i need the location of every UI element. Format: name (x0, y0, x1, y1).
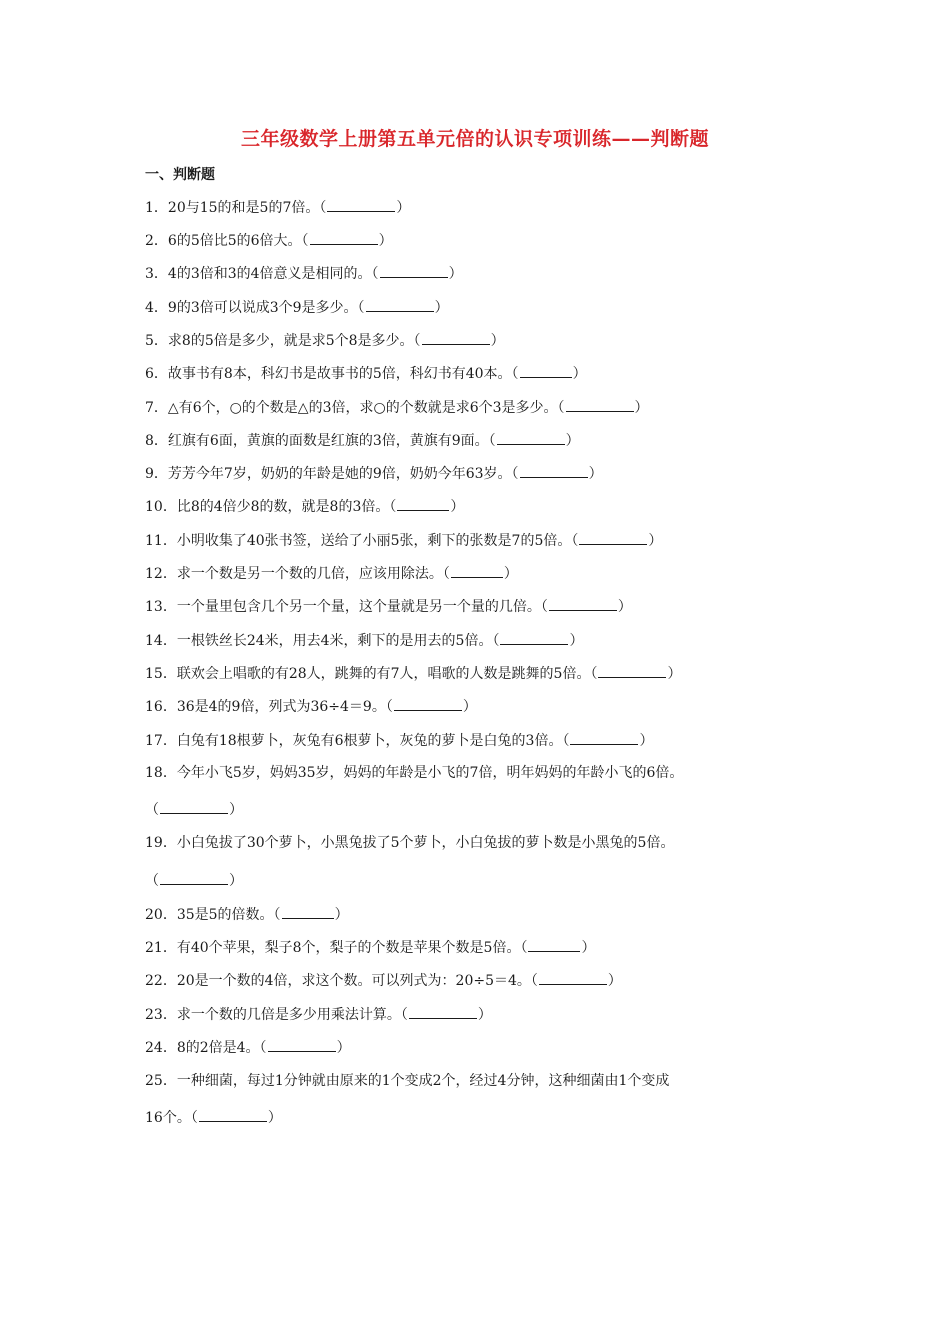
question-2: 2．6的5倍比5的6倍大。（ ） (145, 230, 805, 251)
question-8: 8．红旗有6面，黄旗的面数是红旗的3倍，黄旗有9面。（ ） (145, 430, 805, 451)
question-19-answer: （ ） (145, 870, 805, 891)
answer-blank[interactable] (422, 330, 490, 345)
answer-blank[interactable] (310, 230, 378, 245)
answer-blank[interactable] (579, 530, 647, 545)
question-18-answer: （ ） (145, 799, 805, 820)
question-6: 6．故事书有8本，科幻书是故事书的5倍，科幻书有40本。（ ） (145, 363, 805, 384)
answer-blank[interactable] (497, 430, 565, 445)
question-13: 13．一个量里包含几个另一个量，这个量就是另一个量的几倍。（ ） (145, 596, 805, 617)
answer-blank[interactable] (327, 197, 395, 212)
question-21: 21．有40个苹果，梨子8个，梨子的个数是苹果个数是5倍。（ ） (145, 937, 805, 958)
answer-blank[interactable] (380, 263, 448, 278)
answer-blank[interactable] (397, 496, 449, 511)
question-5: 5．求8的5倍是多少，就是求5个8是多少。（ ） (145, 330, 805, 351)
question-4: 4．9的3倍可以说成3个9是多少。（ ） (145, 297, 805, 318)
answer-blank[interactable] (409, 1004, 477, 1019)
answer-blank[interactable] (528, 937, 580, 952)
section-heading: 一、判断题 (145, 167, 215, 183)
answer-blank[interactable] (268, 1037, 336, 1052)
question-25-line2: 16个。（ ） (145, 1107, 805, 1128)
answer-blank[interactable] (394, 696, 462, 711)
question-20: 20．35是5的倍数。（ ） (145, 904, 805, 925)
answer-blank[interactable] (549, 596, 617, 611)
question-12: 12．求一个数是另一个数的几倍，应该用除法。（ ） (145, 563, 805, 584)
answer-blank[interactable] (500, 630, 568, 645)
answer-blank[interactable] (566, 397, 634, 412)
answer-blank[interactable] (520, 363, 572, 378)
question-1: 1．20与15的和是5的7倍。（ ） (145, 197, 805, 218)
question-11: 11．小明收集了40张书签，送给了小丽5张，剩下的张数是7的5倍。（ ） (145, 530, 805, 551)
question-9: 9．芳芳今年7岁，奶奶的年龄是她的9倍，奶奶今年63岁。（ ） (145, 463, 805, 484)
answer-blank[interactable] (160, 799, 228, 814)
question-23: 23．求一个数的几倍是多少用乘法计算。（ ） (145, 1004, 805, 1025)
question-25: 25．一种细菌，每过1分钟就由原来的1个变成2个，经过4分钟，这种细菌由1个变成 (145, 1073, 670, 1089)
answer-blank[interactable] (598, 663, 666, 678)
question-19: 19．小白兔拔了30个萝卜，小黑兔拔了5个萝卜，小白兔拔的萝卜数是小黑兔的5倍。 (145, 835, 675, 851)
answer-blank[interactable] (160, 870, 228, 885)
question-14: 14．一根铁丝长24米，用去4米，剩下的是用去的5倍。（ ） (145, 630, 805, 651)
answer-blank[interactable] (570, 730, 638, 745)
question-15: 15．联欢会上唱歌的有28人，跳舞的有7人，唱歌的人数是跳舞的5倍。（ ） (145, 663, 805, 684)
answer-blank[interactable] (199, 1107, 267, 1122)
answer-blank[interactable] (282, 904, 334, 919)
question-3: 3．4的3倍和3的4倍意义是相同的。（ ） (145, 263, 805, 284)
question-17: 17．白兔有18根萝卜，灰兔有6根萝卜，灰兔的萝卜是白兔的3倍。（ ） (145, 730, 805, 751)
answer-blank[interactable] (539, 970, 607, 985)
answer-blank[interactable] (520, 463, 588, 478)
question-16: 16．36是4的9倍，列式为36÷4＝9。（ ） (145, 696, 805, 717)
question-24: 24．8的2倍是4。（ ） (145, 1037, 805, 1058)
question-7: 7．△有6个，○的个数是△的3倍，求○的个数就是求6个3是多少。（ ） (145, 397, 805, 418)
question-18: 18．今年小飞5岁，妈妈35岁，妈妈的年龄是小飞的7倍，明年妈妈的年龄小飞的6倍。 (145, 765, 684, 781)
answer-blank[interactable] (451, 563, 503, 578)
page-title: 三年级数学上册第五单元倍的认识专项训练——判断题 (240, 128, 709, 150)
question-10: 10．比8的4倍少8的数，就是8的3倍。（ ） (145, 496, 805, 517)
answer-blank[interactable] (366, 297, 434, 312)
question-22: 22．20是一个数的4倍，求这个数。可以列式为：20÷5＝4。（ ） (145, 970, 805, 991)
